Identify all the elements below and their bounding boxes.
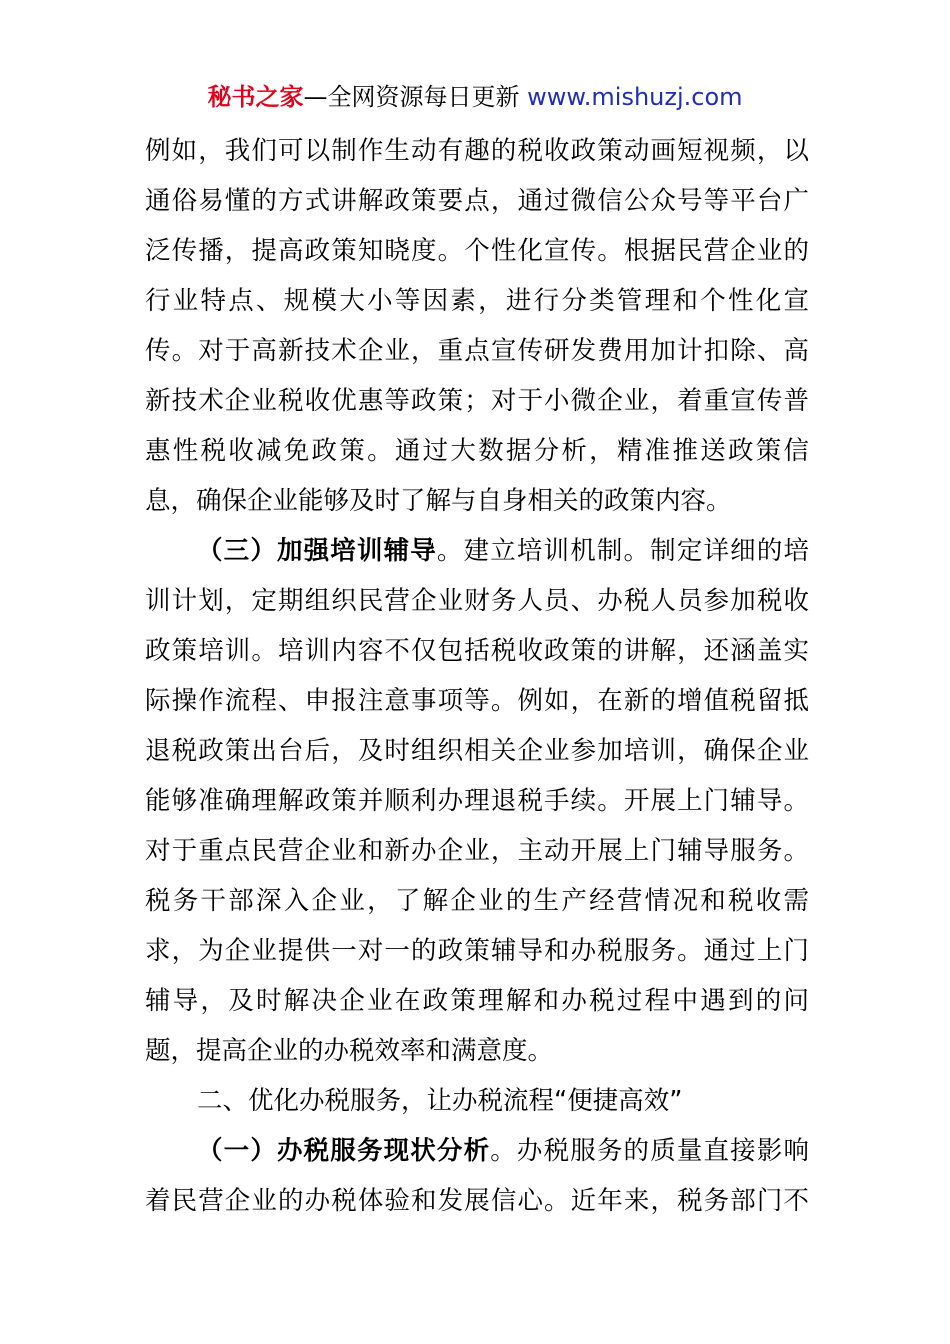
site-brand: 秘书之家 (207, 83, 304, 111)
text-line: 泛传播，提高政策知晓度。个性化宣传。根据民营企业的 (145, 236, 809, 266)
text-line: 能够准确理解政策并顺利办理退税手续。开展上门辅导。 (145, 786, 809, 816)
text-line: 着民营企业的办税体验和发展信心。近年来，税务部门不 (145, 1186, 809, 1216)
site-tagline: —全网资源每日更新 (303, 83, 520, 111)
text-line: 例如，我们可以制作生动有趣的税收政策动画短视频，以 (145, 136, 809, 166)
text-span: 。办税服务的质量直接影响 (490, 1136, 809, 1166)
paragraph-training (145, 526, 809, 1076)
text-line: 政策培训。培训内容不仅包括税收政策的讲解，还涵盖实 (145, 636, 809, 666)
text-line: 息，确保企业能够及时了解与自身相关的政策内容。 (145, 486, 732, 516)
text-line (145, 526, 809, 576)
text-line: 辅导，及时解决企业在政策理解和办税过程中遇到的问 (145, 986, 809, 1016)
section-title-tax-service (145, 1076, 809, 1126)
section-title: 二、优化办税服务，让办税流程“便捷高效” (197, 1086, 683, 1116)
text-line: 际操作流程、申报注意事项等。例如，在新的增值税留抵 (145, 686, 809, 716)
text-line: 通俗易懂的方式讲解政策要点，通过微信公众号等平台广 (145, 186, 809, 216)
text-span: 。建立培训机制。制定详细的培 (436, 536, 809, 566)
text-line: 税务干部深入企业，了解企业的生产经营情况和税收需 (145, 886, 809, 916)
text-line: 新技术企业税收优惠等政策；对于小微企业，着重宣传普 (145, 386, 809, 416)
document-body (145, 126, 809, 1226)
text-line: 惠性税收减免政策。通过大数据分析，精准推送政策信 (145, 436, 809, 466)
section-heading-analysis: （一）办税服务现状分析 (197, 1136, 491, 1166)
text-line: 训计划，定期组织民营企业财务人员、办税人员参加税收 (145, 586, 809, 616)
text-line: 对于重点民营企业和新办企业，主动开展上门辅导服务。 (145, 836, 809, 866)
text-line: 退税政策出台后，及时组织相关企业参加培训，确保企业 (145, 736, 809, 766)
site-header (0, 80, 950, 114)
text-line: 题，提高企业的办税效率和满意度。 (145, 1036, 554, 1066)
text-line: 行业特点、规模大小等因素，进行分类管理和个性化宣 (145, 286, 809, 316)
paragraph-policy-promotion (145, 126, 809, 526)
section-heading-training: （三）加强培训辅导 (197, 536, 437, 566)
text-line: 传。对于高新技术企业，重点宣传研发费用加计扣除、高 (145, 336, 809, 366)
paragraph-service-analysis (145, 1126, 809, 1226)
text-line: 求，为企业提供一对一的政策辅导和办税服务。通过上门 (145, 936, 809, 966)
site-url-link[interactable]: www.mishuzj.com (527, 83, 743, 111)
text-line (145, 1126, 809, 1176)
